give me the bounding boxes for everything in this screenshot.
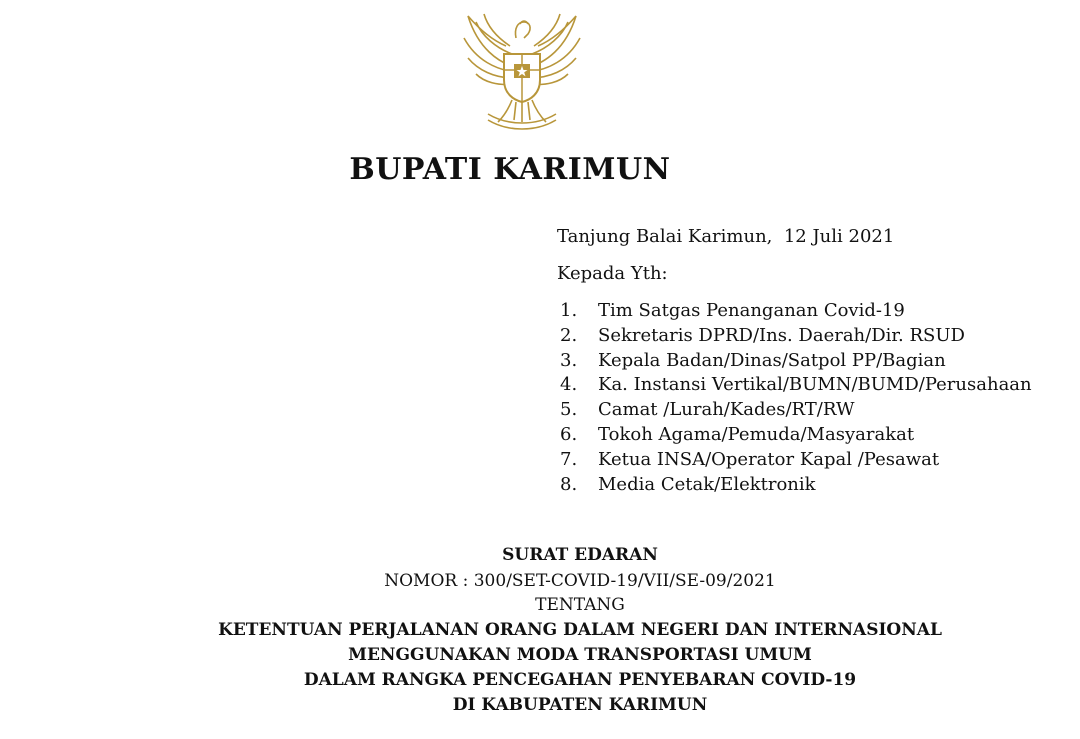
page-title — [0, 152, 1080, 187]
recipient-item — [560, 299, 1032, 324]
circular-number: NOMOR : 300/SET-COVID-19/VII/SE-09/2021 — [384, 571, 776, 591]
recipient-number: 6. — [560, 423, 578, 445]
recipient-text: Ka. Instansi Vertikal/BUMN/BUMD/Perusahaan — [598, 374, 1032, 396]
circular-heading: SURAT EDARAN — [502, 545, 658, 565]
subject-line: KETENTUAN PERJALANAN ORANG DALAM NEGERI DAN INTERNASIONAL — [218, 620, 942, 640]
title-text: BUPATI KARIMUN — [349, 152, 671, 187]
about-label: TENTANG — [535, 595, 625, 615]
recipient-item — [560, 473, 1032, 498]
recipient-item — [560, 423, 1032, 448]
recipient-text: Camat /Lurah/Kades/RT/RW — [598, 399, 855, 421]
recipient-number: 3. — [560, 349, 578, 371]
recipient-number: 7. — [560, 448, 578, 470]
recipient-item — [560, 373, 1032, 398]
recipient-text: Tokoh Agama/Pemuda/Masyarakat — [598, 423, 915, 445]
recipient-item — [560, 398, 1032, 423]
garuda-emblem-icon — [458, 8, 586, 132]
recipient-number: 2. — [560, 324, 578, 346]
recipient-number: 4. — [560, 374, 578, 396]
recipient-number: 1. — [560, 300, 578, 321]
recipient-text: Ketua INSA/Operator Kapal /Pesawat — [598, 448, 940, 470]
recipient-number: 8. — [560, 473, 578, 495]
recipient-text: Tim Satgas Penanganan Covid-19 — [598, 300, 905, 321]
recipient-item — [560, 349, 1032, 374]
recipient-number: 5. — [560, 399, 578, 421]
recipient-text: Media Cetak/Elektronik — [598, 473, 816, 495]
place-date: Tanjung Balai Karimun, 12 Juli 2021 — [557, 226, 895, 247]
addressee-label: Kepada Yth: — [557, 263, 668, 284]
subject-line: DALAM RANGKA PENCEGAHAN PENYEBARAN COVID-19 — [303, 670, 857, 690]
recipient-item — [560, 448, 1032, 473]
subject-line: MENGGUNAKAN MODA TRANSPORTASI UMUM — [348, 645, 812, 665]
subject-line: DI KABUPATEN KARIMUN — [452, 695, 708, 715]
recipient-item — [560, 324, 1032, 349]
recipient-list — [560, 299, 1032, 497]
recipient-text: Kepala Badan/Dinas/Satpol PP/Bagian — [598, 349, 946, 371]
recipient-text: Sekretaris DPRD/Ins. Daerah/Dir. RSUD — [598, 324, 965, 346]
